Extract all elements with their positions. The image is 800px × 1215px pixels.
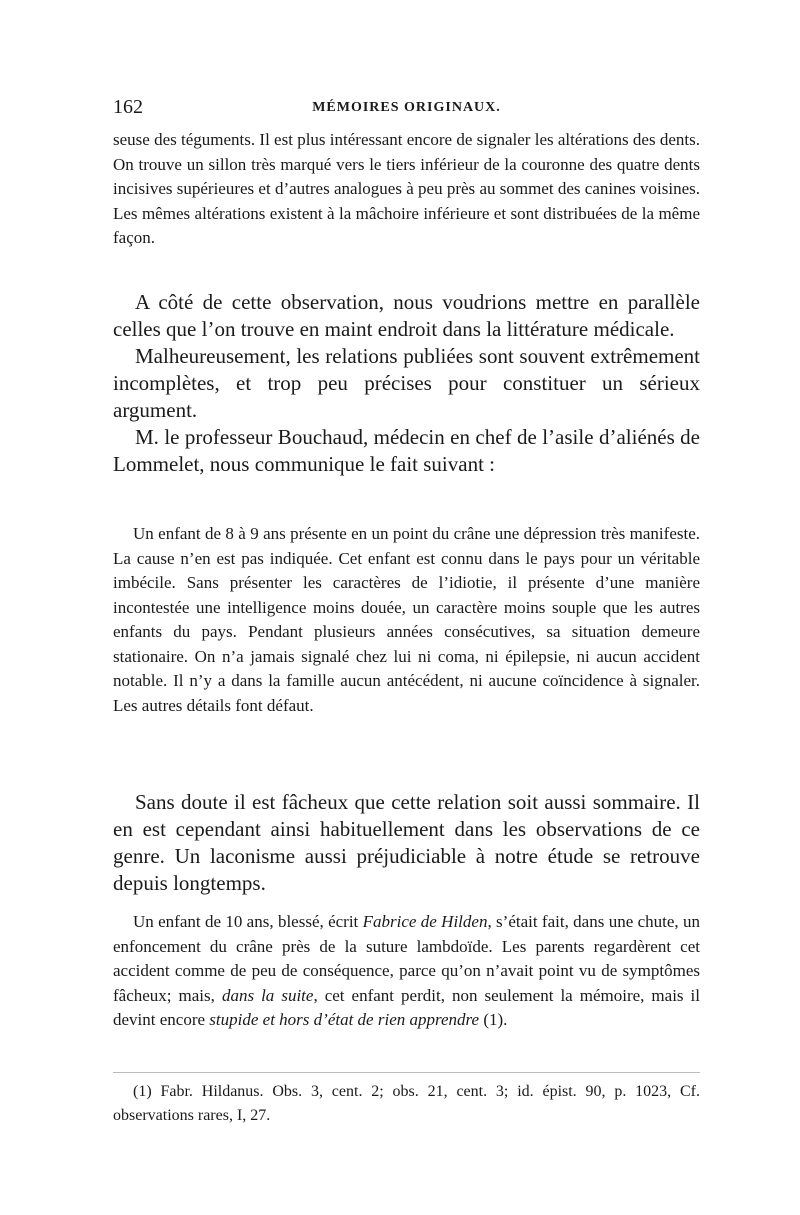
paragraph-5: Un enfant de 8 à 9 ans présente en un point du crâne une dépression très manifeste. La cause n’en est pas indiquée. Cet enfant est connu dans le pays pour un véritable imbécile. Sans présenter les caractères de l’idiotie, il présente d’une manière incontestée une intelligence moins douée, un caractère moins souple que les autres enfants du pays. Pendant plusieurs années consécutives, sa situation demeure stationaire. On n’a jamais signalé chez lui ni coma, ni épilepsie, ni aucun accident notable. Il n’y a dans la famille aucun antécédent, ni aucune coïncidence à signaler. Les autres détails font défaut. [113,524,700,715]
body-large-block-1 [113,289,700,478]
quoted-observation-block [113,522,700,718]
p7-part-e: , cet enfant perdit, non seulement la mémoire, mais il devint encore [113,985,700,1029]
running-title: MÉMOIRES ORIGINAUX. [312,100,501,115]
paragraph-1-block [113,128,700,251]
paragraph-1: seuse des téguments. Il est plus intéressant encore de signaler les altérations des dents. On trouve un sillon très marqué vers le tiers inférieur de la couronne des quatre dents incisives supérieures et d’autres analogues à peu près au sommet des canines voisines. Les mêmes altérations existent à la mâchoire inférieure et sont distribuées de la même façon. [113,130,700,247]
p7-part-c: , s’était fait, dans une chute, un enfoncement du crâne près de la suture lambdoïde. Les parents regardèrent cet accident comme de peu de conséquence, parce qu’on n’avait point vu de symptômes fâcheux; mais, [113,912,700,1005]
body-large-block-2 [113,789,700,897]
p7-emphasis-1: dans la suite [221,985,314,1005]
paragraph-3: Malheureusement, les relations publiées sont souvent extrêmement incomplètes, et trop peu précises pour constituer un sérieux argument. [113,344,700,422]
p7-part-a: Un enfant de 10 ans, blessé, écrit [133,912,363,931]
paragraph-7 [113,910,700,1033]
footnote-text: (1) Fabr. Hildanus. Obs. 3, cent. 2; obs. 21, cent. 3; id. épist. 90, p. 1023, Cf. observations rares, I, 27. [113,1083,700,1124]
page-header [113,96,700,126]
p7-footnote-ref: (1). [479,1010,508,1029]
p7-author: Fabrice de Hilden [362,912,488,931]
hilden-quote-block [113,910,700,1033]
footnote-separator [113,1072,700,1073]
footnote [113,1080,700,1128]
paragraph-2: A côté de cette observation, nous voudrions mettre en parallèle celles que l’on trouve en maint endroit dans la littérature médicale. [113,290,700,341]
paragraph-4: M. le professeur Bouchaud, médecin en chef de l’asile d’aliénés de Lommelet, nous communique le fait suivant : [113,425,700,476]
p7-emphasis-2: stupide et hors d’état de rien apprendre [209,1010,480,1029]
page-number: 162 [113,96,143,118]
paragraph-6: Sans doute il est fâcheux que cette relation soit aussi sommaire. Il en est cependant ainsi habituellement dans les observations de ce genre. Un laconisme aussi préjudiciable à notre étude se retrouve depuis longtemps. [113,790,700,895]
